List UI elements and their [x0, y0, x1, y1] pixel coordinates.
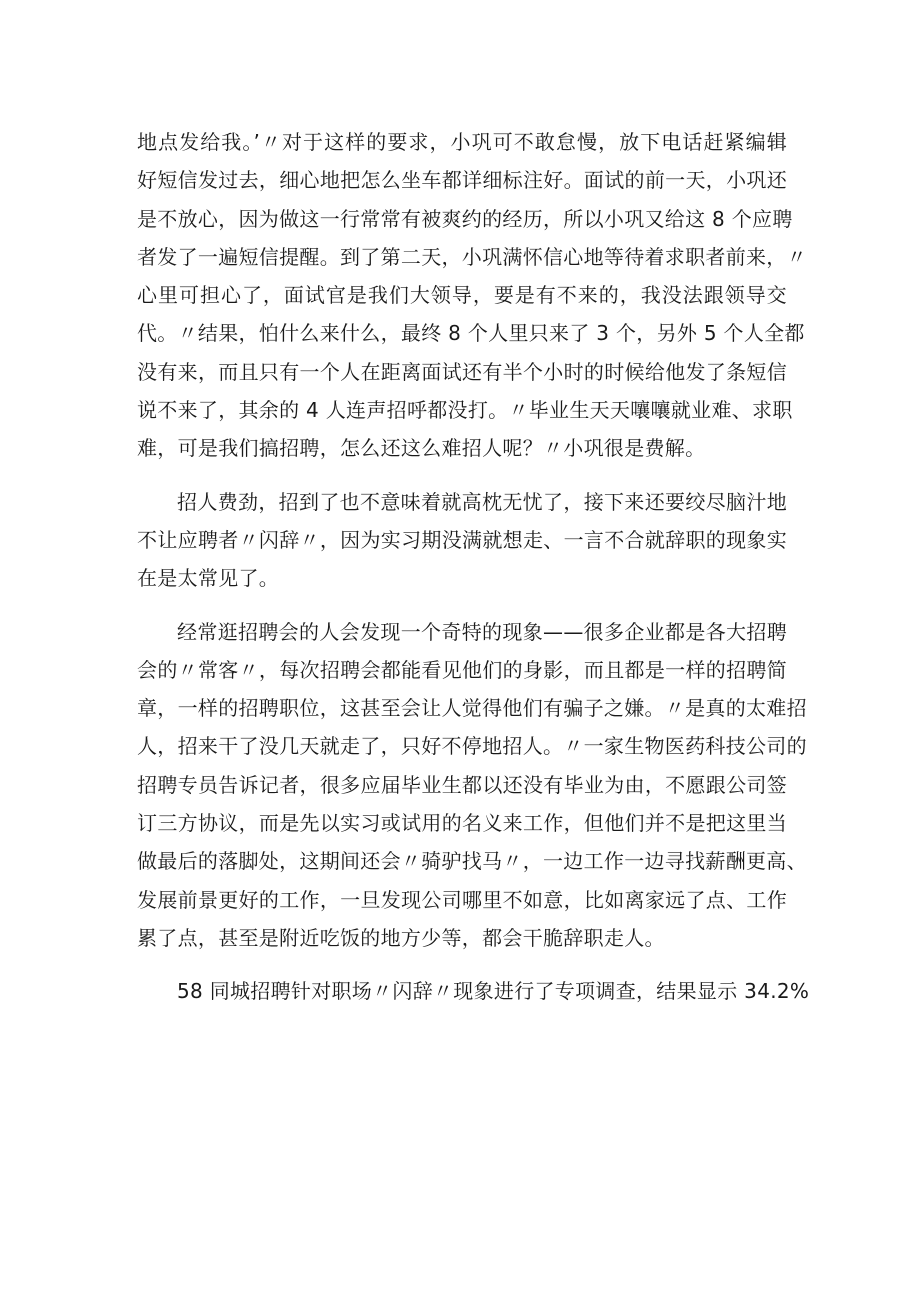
- paragraph-1: [137, 123, 807, 468]
- text-line: 没有来，而且只有一个人在距离面试还有半个小时的时候给他发了条短信: [137, 359, 787, 384]
- paragraph-4: [137, 972, 810, 1010]
- text-line: 发展前景更好的工作，一旦发现公司哪里不如意，比如离家远了点、工作: [137, 887, 787, 912]
- paragraph-3: [137, 613, 807, 958]
- paragraph-2: [137, 483, 787, 598]
- text-line: 心里可担心了，面试官是我们大领导，要是有不来的，我没法跟领导交: [137, 283, 787, 308]
- text-line: 代。〃结果，怕什么来什么，最终 8 个人里只来了 3 个，另外 5 个人全都: [137, 321, 805, 346]
- text-line: 章，一样的招聘职位，这甚至会让人觉得他们有骗子之嫌。〃是真的太难招: [137, 696, 807, 721]
- text-line: 招聘专员告诉记者，很多应届毕业生都以还没有毕业为由，不愿跟公司签: [137, 772, 787, 797]
- text-line: 者发了一遍短信提醒。到了第二天，小巩满怀信心地等待着求职者前来，〃: [137, 244, 807, 269]
- text-line: 人，招来干了没几天就走了，只好不停地招人。〃一家生物医药科技公司的: [137, 734, 807, 759]
- text-line: 会的〃常客〃，每次招聘会都能看见他们的身影，而且都是一样的招聘简: [137, 657, 787, 682]
- text-line: 经常逛招聘会的人会发现一个奇特的现象——很多企业都是各大招聘: [177, 619, 787, 644]
- text-line: 是不放心，因为做这一行常常有被爽约的经历，所以小巩又给这 8 个应聘: [137, 206, 793, 231]
- text-line: 累了点，甚至是附近吃饭的地方少等，都会干脆辞职走人。: [137, 925, 665, 950]
- text-line: 招人费劲，招到了也不意味着就高枕无忧了，接下来还要绞尽脑汁地: [177, 489, 787, 514]
- text-line: 在是太常见了。: [137, 566, 280, 591]
- text-line: 说不来了，其余的 4 人连声招呼都没打。〃毕业生天天嚷嚷就业难、求职: [137, 398, 793, 423]
- text-line: 不让应聘者〃闪辞〃，因为实习期没满就想走、一言不合就辞职的现象实: [137, 527, 787, 552]
- text-line: 58 同城招聘针对职场〃闪辞〃现象进行了专项调查，结果显示 34.2%: [177, 979, 810, 1004]
- text-line: 难，可是我们搞招聘，怎么还这么难招人呢？〃小巩很是费解。: [137, 436, 706, 461]
- text-line: 地点发给我。’〃对于这样的要求，小巩可不敢怠慢，放下电话赶紧编辑: [137, 130, 787, 154]
- article-body: [137, 123, 810, 1026]
- text-line: 好短信发过去，细心地把怎么坐车都详细标注好。面试的前一天，小巩还: [137, 168, 787, 193]
- text-line: 做最后的落脚处，这期间还会〃骑驴找马〃，一边工作一边寻找薪酬更高、: [137, 849, 807, 874]
- text-line: 订三方协议，而是先以实习或试用的名义来工作，但他们并不是把这里当: [137, 811, 787, 836]
